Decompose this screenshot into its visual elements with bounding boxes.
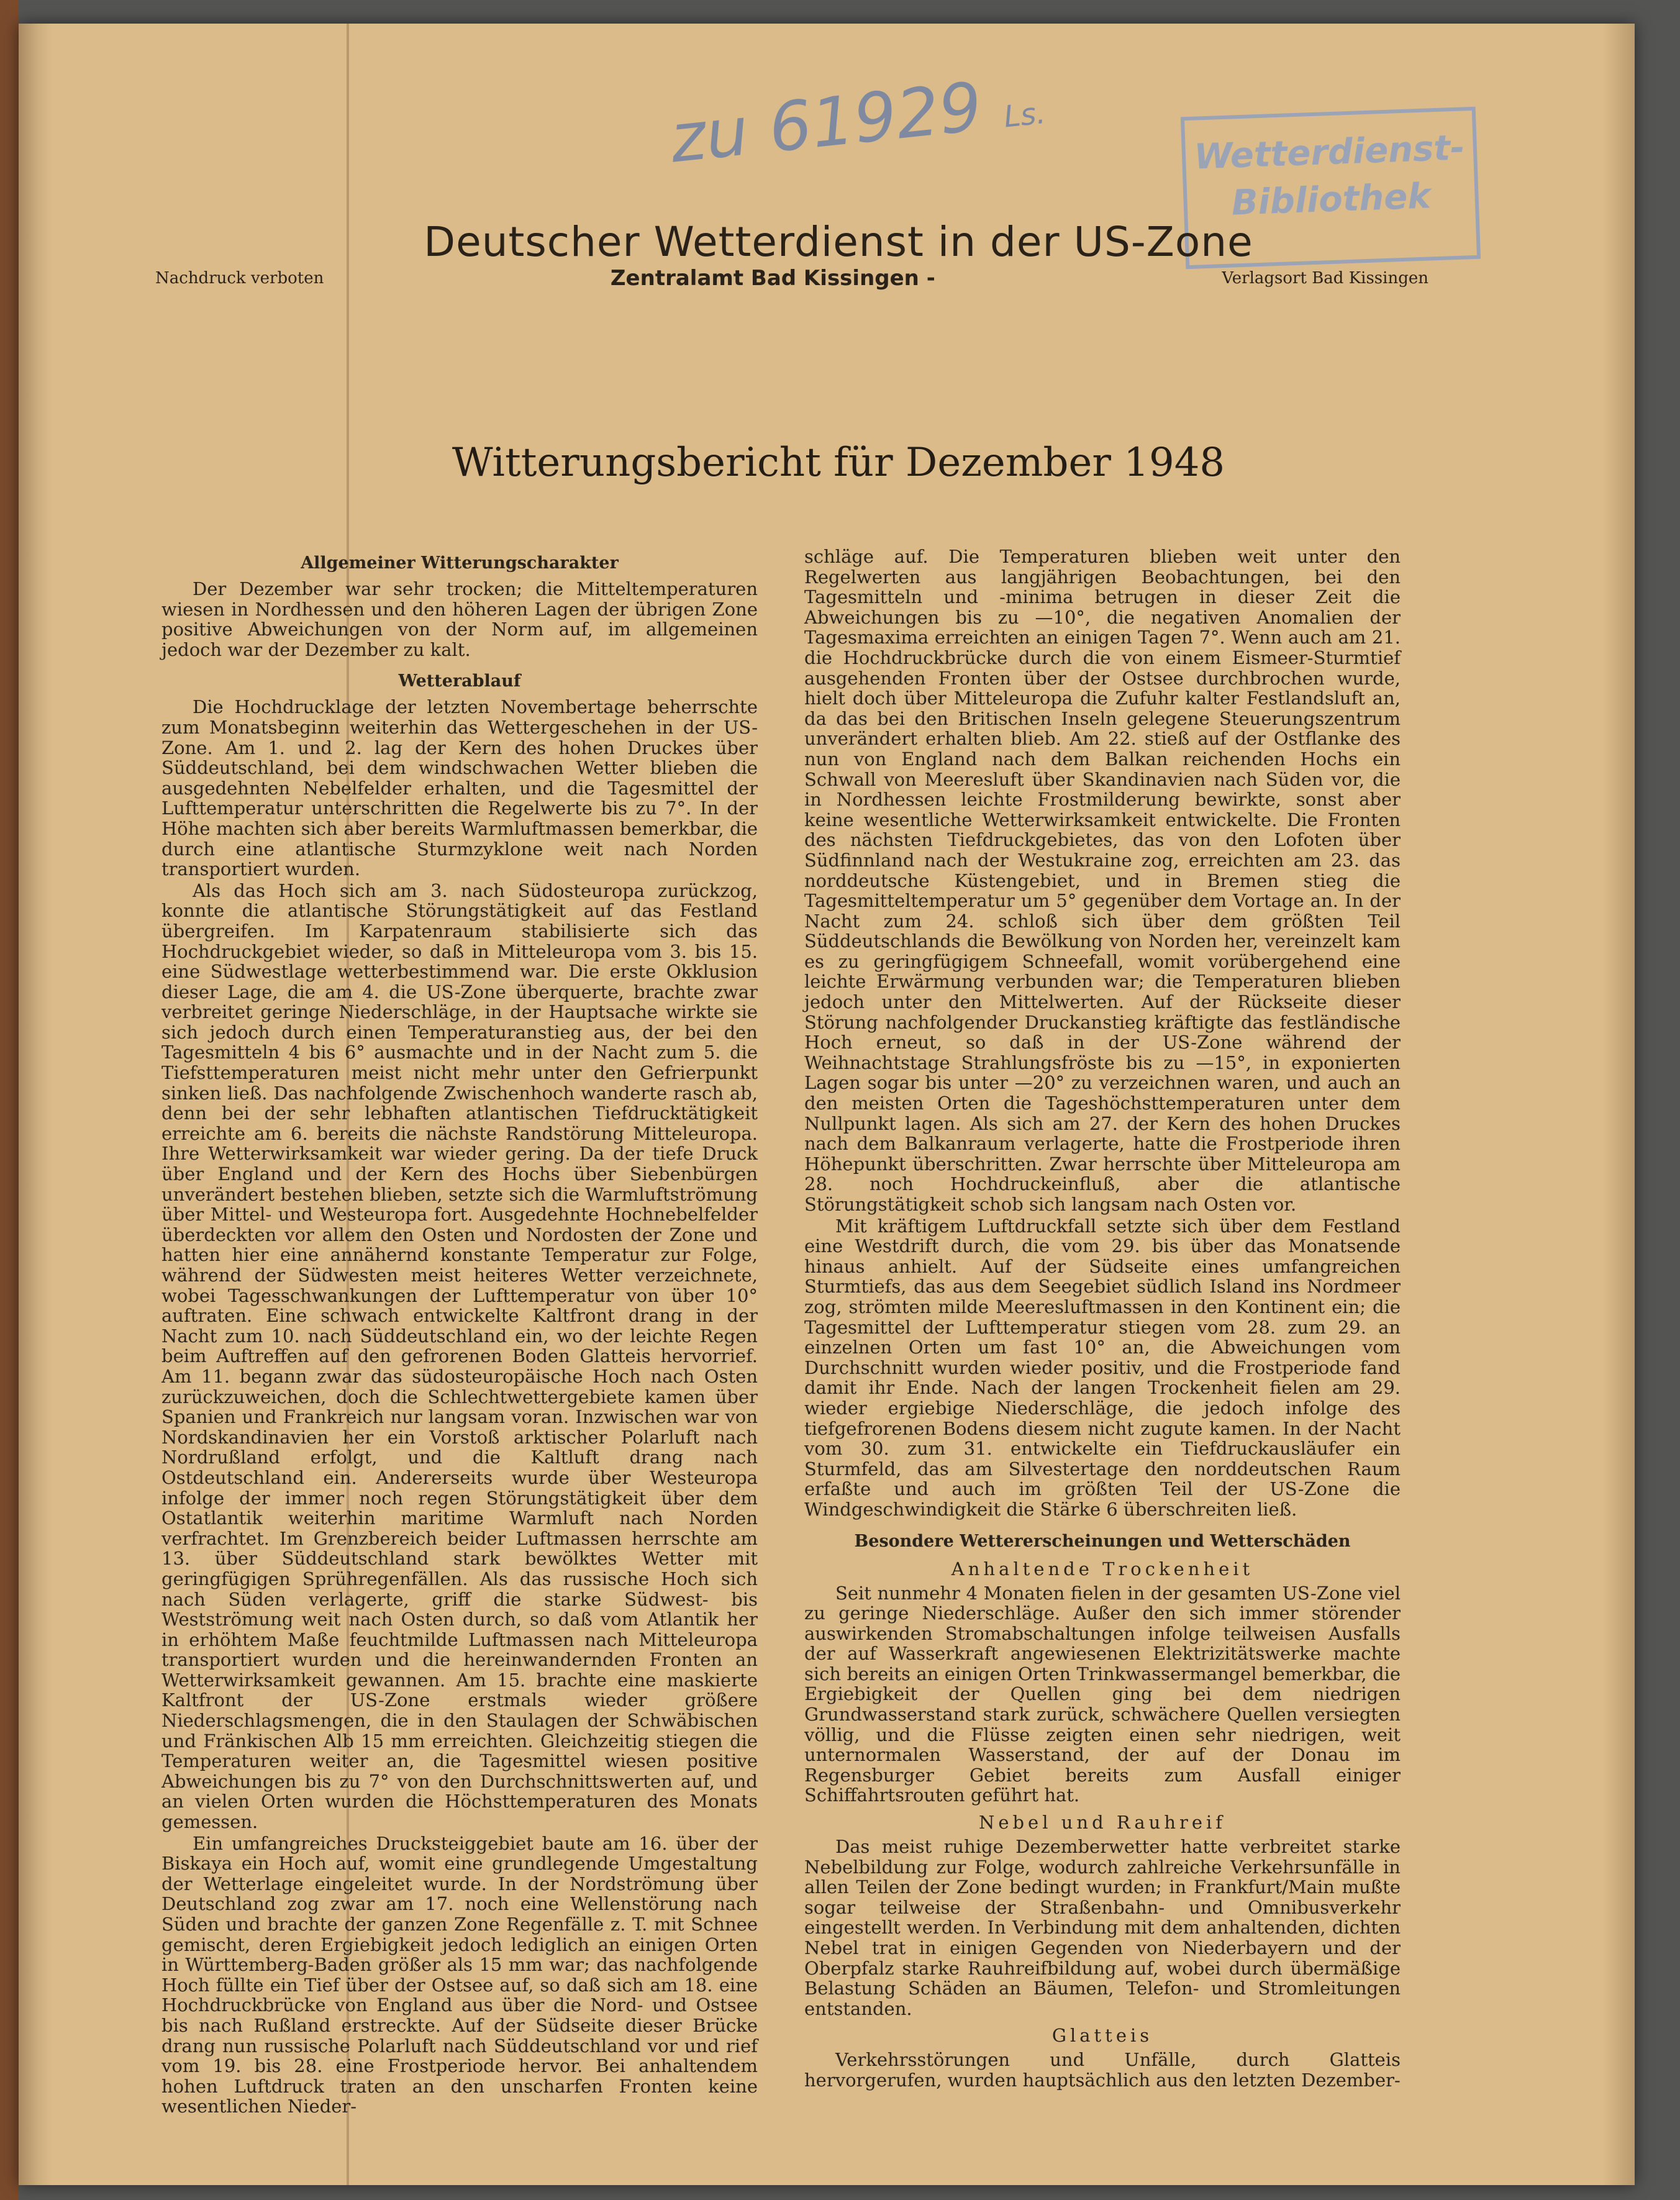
binder-spine-edge: [0, 0, 19, 2200]
paragraph-drought: Seit nunmehr 4 Monaten fielen in der gesamten US-Zone viel zu geringe Niederschläge. Außer den sich immer störender auswirkenden Stromabschaltungen infolge teilweisen Ausfalls der auf Wasserkraft angewiesenen Elektrizitätswerke machte sich bereits an einigen Orten Trinkwassermangel bemerkbar, die Ergiebigkeit der Quellen ging bei dem niedrigen Grundwasserstand stark zurück, schwächere Quellen versiegten völlig, und die Flüsse zeigten einen sehr niedrigen, weit unternormalen Wasserstand, der auf der Donau im Regensburger Gebiet bereits zum Ausfall einiger Schiffahrtsrouten geführt hat.: [804, 1582, 1401, 1806]
handwritten-shelfmark-main: zu 61929: [666, 68, 986, 178]
central-office: Zentralamt Bad Kissingen -: [610, 266, 935, 291]
right-column: [804, 546, 1401, 2091]
heading-fog-rime: Nebel und Rauhreif: [978, 1812, 1227, 1834]
masthead-title: Deutscher Wetterdienst in der US-Zone: [424, 218, 1253, 266]
library-stamp-line1: Wetterdienst-: [1193, 127, 1466, 178]
reprint-notice: Nachdruck verboten: [155, 269, 324, 288]
paragraph-weather-course-5: Mit kräftigem Luftdruckfall setzte sich über dem Festland eine Westdrift durch, die vom 29. bis über das Monatsende hinaus anhielt. Auf der Südseite eines umfangreichen Sturmtiefs, das aus dem Seegebiet südlich Island ins Nordmeer zog, strömten milde Meeresluftmassen in den Kontinent ein; die Tagesmittel der Lufttemperatur stiegen vom 28. zum 29. an einzelnen Orten um fast 10° an, die Abweichungen vom Durchschnitt wurden wieder positiv, und die Frostperiode fand damit ihr Ende. Nach der langen Trockenheit fielen am 29. wieder ergiebige Niederschläge, die jedoch infolge des tiefgefrorenen Bodens diesem nicht zugute kamen. In der Nacht vom 30. zum 31. entwickelte ein Tiefdruckausläufer ein Sturmfeld, das am Silvestertage den norddeutschen Raum erfaßte und auch im größten Teil der US-Zone die Windgeschwindigkeit die Stärke 6 überschreiten ließ.: [804, 1215, 1401, 1520]
paragraph-weather-course-4: schläge auf. Die Temperaturen blieben weit unter den Regelwerten aus langjährigen Beobachtungen, bei den Tagesmitteln und -minima betrugen in dieser Zeit die Abweichungen bis zu —10°, die negativen Anomalien der Tagesmaxima erreichten an einigen Tagen 7°. Wenn auch am 21. die Hochdruckbrücke durch die von einem Eismeer-Sturmtief ausgehenden Fronten über der Ostsee durchbrochen wurde, hielt doch über Mitteleuropa die Zufuhr kalter Festlandsluft an, da das bei den Britischen Inseln gelegene Steuerungszentrum unverändert erhalten blieb. Am 22. stieß auf der Ostflanke des nun von England nach dem Balkan reichenden Hochs ein Schwall von Meeresluft über Skandinavien nach Süden vor, die in Nordhessen leichte Frostmilderung bewirkte, sonst aber keine wesentliche Wetterwirksamkeit entwickelte. Die Fronten des nächsten Tiefdruckgebietes, das von den Lofoten über Südfinnland nach der Westukraine zog, erreichten am 23. das norddeutsche Küstengebiet, und in Bremen stieg die Tagesmitteltemperatur um 5° gegenüber dem Vortage an. In der Nacht zum 24. schloß sich über dem größten Teil Süddeutschlands die Bewölkung von Norden her, vereinzelt kam es zu geringfügigem Schneefall, womit vorübergehend eine leichte Erwärmung verbunden war; die Temperaturen blieben jedoch unter den Mittelwerten. Auf der Rückseite dieser Störung nachfolgender Druckanstieg kräftigte das festländische Hoch erneut, so daß in der US-Zone während der Weihnachtstage Strahlungsfröste bis zu —15°, in exponierten Lagen sogar bis unter —20° zu verzeichnen waren, und auch an den meisten Orten die Tageshöchsttemperaturen unter dem Nullpunkt lagen. Als sich am 27. der Kern des hohen Druckes nach dem Balkanraum verlagerte, hatte die Frostperiode ihren Höhepunkt überschritten. Zwar herrschte über Mitteleuropa am 28. noch Hochdruckeinfluß, aber die atlantische Störungstätigkeit schob sich langsam nach Osten vor.: [804, 546, 1401, 1215]
handwritten-shelfmark-suffix: Ls.: [1002, 95, 1048, 135]
left-column: [161, 553, 758, 2117]
heading-weather-course: Wetterablauf: [398, 671, 521, 691]
heading-general-character: Allgemeiner Witterungscharakter: [301, 553, 619, 573]
paragraph-weather-course-2: Als das Hoch sich am 3. nach Südosteuropa zurückzog, konnte die atlantische Störungstätigkeit auf das Festland übergreifen. Im Karpatenraum stabilisierte sich das Hochdruckgebiet wieder, so daß in Mitteleuropa vom 3. bis 15. eine Südwestlage wetterbestimmend war. Die erste Okklusion dieser Lage, die am 4. die US-Zone überquerte, brachte zwar verbreitet geringe Niederschläge, in der Hauptsache wirkte sie sich jedoch durch einen Temperaturanstieg aus, der bei den Tagesmitteln 4 bis 6° ausmachte und in der Nacht zum 5. die Tiefsttemperaturen meist nicht mehr unter den Gefrierpunkt sinken ließ. Das nachfolgende Zwischenhoch wanderte rasch ab, denn bei der sehr lebhaften atlantischen Tiefdrucktätigkeit erreichte am 6. bereits die nächste Randstörung Mitteleuropa. Ihre Wetterwirksamkeit war wieder gering. Da der tiefe Druck über England und der Kern des Hochs über Siebenbürgen unverändert bestehen blieben, setzte sich die Warmluftströmung über Mittel- und Westeuropa fort. Ausgedehnte Hochnebelfelder überdeckten vor allem den Osten und Nordosten der Zone und hatten hier eine annähernd konstante Temperatur zur Folge, während der Südwesten meist heiteres Wetter verzeichnete, wobei Tagesschwankungen der Lufttemperatur von über 10° auftraten. Eine schwach entwickelte Kaltfront drang in der Nacht zum 10. nach Süddeutschland ein, wo der leichte Regen beim Auftreffen auf den gefrorenen Boden Glatteis hervorrief. Am 11. begann zwar das südosteuropäische Hoch nach Osten zurückzuweichen, doch die Schlechtwettergebiete kamen über Spanien und Frankreich nur langsam voran. Inzwischen war von Nordskandinavien her ein Vorstoß arktischer Polarluft nach Nordrußland erfolgt, und die Kaltluft drang nach Ostdeutschland ein. Andererseits wurde über Westeuropa infolge der immer noch regen Störungstätigkeit über dem Ostatlantik weiterhin maritime Warmluft nach Norden verfrachtet. Im Grenzbereich beider Luftmassen herrschte am 13. über Süddeutschland stark bewölktes Wetter mit geringfügigen Sprühregenfällen. Als das russische Hoch sich nach Süden verlagerte, griff die starke Südwest- bis Westströmung weit nach Osten durch, so daß vom Atlantik her in erhöhtem Maße feuchtmilde Luftmassen nach Mitteleuropa transportiert wurden und die hereinwandernden Fronten an Wetterwirksamkeit gewannen. Am 15. brachte eine maskierte Kaltfront der US-Zone erstmals wieder größere Niederschlagsmengen, die in den Staulagen der Schwäbischen und Fränkischen Alb 15 mm erreichten. Gleichzeitig stiegen die Temperaturen weiter an, die Tagesmittel wiesen positive Abweichungen bis zu 7° von den Durchschnittswerten auf, und an vielen Orten wurden die Höchsttemperaturen des Monats gemessen.: [161, 880, 758, 1833]
library-stamp-line2: Bibliothek: [1230, 176, 1432, 224]
heading-black-ice: Glatteis: [1051, 2025, 1153, 2047]
masthead-subline: [155, 261, 1428, 296]
paragraph-weather-course-1: Die Hochdrucklage der letzten Novembertage beherrschte zum Monatsbeginn weiterhin das Wettergeschehen in der US-Zone. Am 1. und 2. lag der Kern des hohen Druckes über Süddeutschland, bei dem windschwachen Wetter blieben die ausgedehnten Nebelfelder erhalten, und die Tagesmittel der Lufttemperatur unterschritten die Regelwerte bis zu 7°. In der Höhe machten sich aber bereits Warmluftmassen bemerkbar, die durch eine atlantische Sturmzyklone weit nach Norden transportiert wurden.: [161, 696, 758, 880]
paragraph-weather-course-3: Ein umfangreiches Drucksteiggebiet baute am 16. über der Biskaya ein Hoch auf, womit eine grundlegende Umgestaltung der Wetterlage eingeleitet wurde. In der Nordströmung über Deutschland zog zwar am 17. noch eine Wellenstörung nach Süden und brachte der ganzen Zone Regenfälle z. T. mit Schnee gemischt, deren Ergiebigkeit jedoch lediglich an einigen Orten in Württemberg-Baden größer als 15 mm war; das nachfolgende Hoch füllte ein Tief über der Ostsee auf, so daß sich am 18. eine Hochdruckbrücke von England aus über die Nord- und Ostsee bis nach Rußland erstreckte. Auf der Südseite dieser Brücke drang nun russische Polarluft nach Süddeutschland vor und rief vom 19. bis 28. eine Frostperiode hervor. Bei anhaltendem hohen Luftdruck traten an den unscharfen Fronten keine wesentlichen Nieder-: [161, 1832, 758, 2117]
heading-drought: Anhaltende Trockenheit: [951, 1558, 1254, 1580]
paragraph-general-character: Der Dezember war sehr trocken; die Mitteltemperaturen wiesen in Nordhessen und den höheren Lagen der übrigen Zone positive Abweichungen von der Norm auf, im allgemeinen jedoch war der Dezember zu kalt.: [161, 578, 758, 660]
report-title: Witterungsbericht für Dezember 1948: [452, 440, 1225, 486]
heading-special-phenomena: Besondere Wettererscheinungen und Wetterschäden: [854, 1531, 1351, 1551]
binding-fold: [19, 24, 52, 2185]
paragraph-black-ice: Verkehrsstörungen und Unfälle, durch Glatteis hervorgerufen, wurden hauptsächlich aus den letzten Dezember-: [804, 2049, 1401, 2091]
paragraph-fog-rime: Das meist ruhige Dezemberwetter hatte verbreitet starke Nebelbildung zur Folge, wodurch zahlreiche Verkehrsunfälle in allen Teilen der Zone bedingt wurden; in Frankfurt/Main mußte sogar teilweise der Straßenbahn- und Omnibusverkehr eingestellt werden. In Verbindung mit dem anhaltenden, dichten Nebel trat in einigen Gegenden von Niederbayern und der Oberpfalz starke Rauhreifbildung auf, wobei durch übermäßige Belastung Schäden an Bäumen, Telefon- und Stromleitungen entstanden.: [804, 1836, 1401, 2019]
paper-right-edge: [1602, 24, 1635, 2185]
publishing-place: Verlagsort Bad Kissingen: [1222, 269, 1428, 288]
